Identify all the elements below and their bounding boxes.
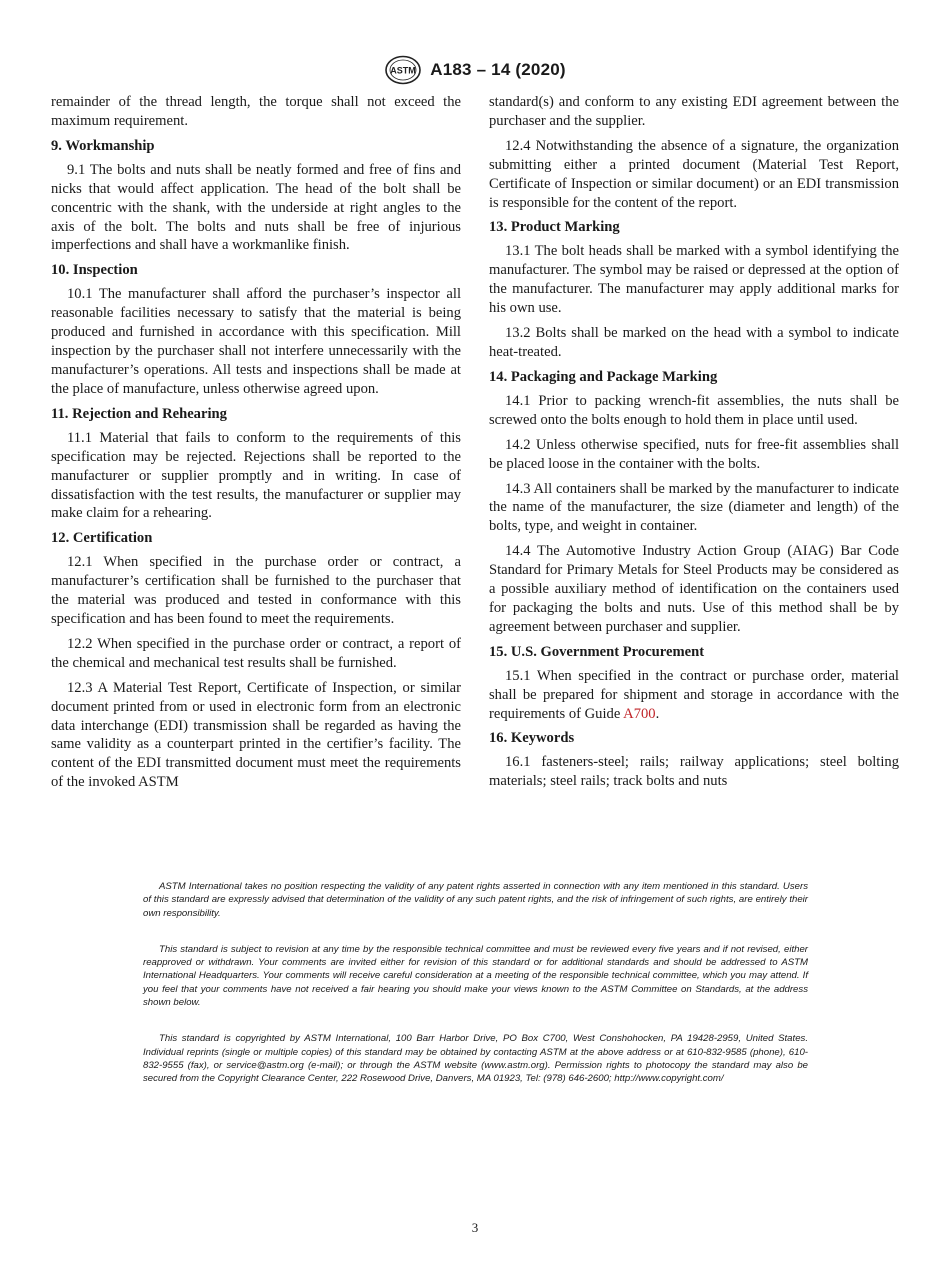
guide-a700-link[interactable]: A700 [623, 705, 656, 722]
paragraph-9-1: 9.1 The bolts and nuts shall be neatly formed and free of fins and nicks that would affect application. The head of the bolt shall be concentric with the shank, with the underside at right angles to the axis of the bolt. The bolts and nuts shall be free of injurious imperfections and shall have a workmanlike finish. [51, 161, 461, 254]
paragraph-14-3: 14.3 All containers shall be marked by the manufacturer to indicate the name of the manufacturer, the size (diameter and length) of the bolts, type, and weight in container. [489, 480, 899, 535]
paragraph-13-2: 13.2 Bolts shall be marked on the head with a symbol to indicate heat-treated. [489, 325, 899, 360]
section-heading-inspection: 10. Inspection [51, 262, 138, 279]
legal-notices [143, 880, 808, 1109]
paragraph-12-2: 12.2 When specified in the purchase order or contract, a report of the chemical and mechanical test results shall be furnished. [51, 635, 461, 671]
section-heading-product-marking: 13. Product Marking [489, 219, 620, 236]
section-heading-keywords: 16. Keywords [489, 730, 575, 747]
copyright-notice: This standard is copyrighted by ASTM International, 100 Barr Harbor Drive, PO Box C700, West Conshohocken, PA 19428-2959, United States. Individual reprints (single or multiple copies) of this standard may be obtained by contacting ASTM at the above address or at 610-832-9585 (phone), 610-832-9555 (fax), or service@astm.org (e-mail); or through the ASTM website (www.astm.org). Permission rights to photocopy the standard may also be secured from the Copyright Clearance Center, 222 Rosewood Drive, Danvers, MA 01923, Tel: (978) 646-2600; http://www.copyright.com/ [143, 1033, 808, 1085]
paragraph-14-4: 14.4 The Automotive Industry Action Group (AIAG) Bar Code Standard for Primary Metals for Steel Products may be considered as a possible auxiliary method of identification on the containers used for packaging the bolts and nuts. Use of this method shall be by agreement between purchaser and supplier. [489, 543, 899, 635]
paragraph-16-1: 16.1 fasteners-steel; rails; railway applications; steel bolting materials; steel rails; track bolts and nuts [489, 754, 899, 790]
svg-text:ASTM: ASTM [390, 65, 416, 76]
paragraph-15-1: 15.1 When specified in the contract or purchase order, material shall be prepared for shipment and storage in accordance with the requirements of Guide A700. [489, 667, 899, 722]
section-heading-certification: 12. Certification [51, 530, 153, 547]
patent-notice: ASTM International takes no position respecting the validity of any patent rights asserted in connection with any item mentioned in this standard. Users of this standard are expressly advised that determination of the validity of any such patent rights, and the risk of infringement of such rights, are entirely their own responsibility. [143, 881, 808, 919]
section-heading-rejection: 11. Rejection and Rehearing [51, 405, 227, 422]
left-column [51, 93, 461, 798]
section-heading-government-procurement: 15. U.S. Government Procurement [489, 643, 705, 660]
paragraph-14-2: 14.2 Unless otherwise specified, nuts for free-fit assemblies shall be placed loose in the container with the bolts. [489, 436, 899, 472]
paragraph-continuation: standard(s) and conform to any existing EDI agreement between the purchaser and the supplier. [489, 94, 899, 129]
paragraph-12-1: 12.1 When specified in the purchase order or contract, a manufacturer’s certification shall be furnished to the purchaser that the material was produced and tested in conformance with this specification and has been found to meet the requirements. [51, 554, 461, 628]
revision-notice: This standard is subject to revision at any time by the responsible technical committee and must be reviewed every five years and if not revised, either reapproved or withdrawn. Your comments are invited either for revision of this standard or for additional standards and should be addressed to ASTM International Headquarters. Your comments will receive careful consideration at a meeting of the responsible technical committee, which you may attend. If you feel that your comments have not received a fair hearing you should make your views known to the ASTM Committee on Standards, at the address shown below. [143, 943, 808, 1009]
paragraph-12-4: 12.4 Notwithstanding the absence of a signature, the organization submitting either a printed document (Material Test Report, Certificate of Inspection or similar document) or an EDI transmission is responsible for the content of the report. [489, 137, 899, 211]
paragraph-10-1: 10.1 The manufacturer shall afford the purchaser’s inspector all reasonable facilities necessary to satisfy that the material is being produced and furnished in accordance with this specification. Mill inspection by the purchaser shall not interfere unnecessarily with the manufacturer’s operations. All tests and inspections shall be made at the place of manufacture, unless otherwise agreed upon. [51, 286, 461, 397]
section-heading-packaging: 14. Packaging and Package Marking [489, 368, 718, 385]
paragraph-14-1: 14.1 Prior to packing wrench-fit assemblies, the nuts shall be screwed onto the bolts enough to hold them in place until used. [489, 392, 899, 428]
paragraph-continuation: remainder of the thread length, the torque shall not exceed the maximum requirement. [51, 94, 461, 129]
astm-logo-icon [384, 55, 422, 85]
paragraph-13-1: 13.1 The bolt heads shall be marked with a symbol identifying the manufacturer. The symbol may be raised or depressed at the option of the manufacturer. The manufacturer may apply additional marks for his own use. [489, 243, 899, 317]
paragraph-12-3: 12.3 A Material Test Report, Certificate of Inspection, or similar document printed from or used in electronic form from an electronic data interchange (EDI) transmission shall be regarded as having the same validity as a counterpart printed in the certifier’s facility. The content of the EDI transmitted document must meet the requirements of the invoked ASTM [51, 679, 461, 791]
standard-designation: A183 – 14 (2020) [430, 60, 566, 79]
right-column [489, 93, 899, 797]
page-number: 3 [471, 1220, 479, 1235]
paragraph-11-1: 11.1 Material that fails to conform to the requirements of this specification may be rejected. Rejections shall be reported to the manufacturer or supplier promptly and in writing. In case of dissatisfaction with the test results, the manufacturer or supplier may make claim for a rehearing. [51, 429, 461, 522]
section-heading-workmanship: 9. Workmanship [51, 137, 155, 154]
page-header [0, 55, 950, 85]
